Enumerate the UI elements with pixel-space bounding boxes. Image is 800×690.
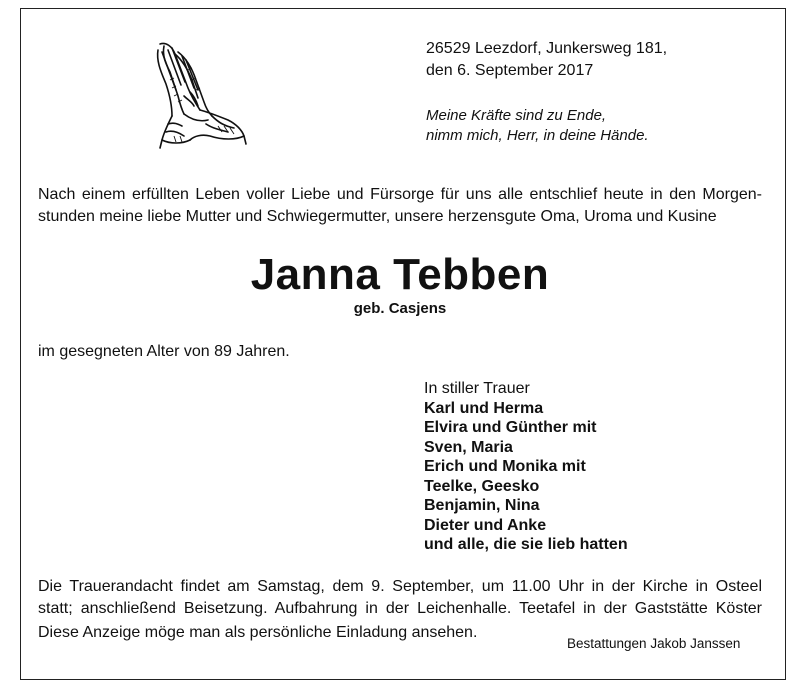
mourners-lead: In stiller Trauer [424,380,530,397]
intro-line: stunden meine liebe Mutter und Schwiegermutter, unsere herzensgute Oma, Uroma und Kusine [38,208,717,225]
mourner-entry: Teelke, Geesko [424,477,540,495]
mourner-entry: Benjamin, Nina [424,497,540,514]
service-info [38,576,762,620]
address-block [426,38,667,82]
mourner-entry: Dieter und Anke [424,516,547,534]
service-line: statt; anschließend Beisetzung. Aufbahrung in der Leichenhalle. Teetafel in der Gaststätte Köster [38,600,762,617]
birth-name: geb. Casjens [353,300,447,317]
mourner-entry: Karl und Herma [424,399,544,417]
verse [426,106,649,146]
mourner-entry: Sven, Maria [424,438,513,456]
mourners-list [424,379,628,555]
mourner-entry: und alle, die sie lieb hatten [424,536,628,553]
mourner-entry: Erich und Monika mit [424,458,586,475]
service-line: Die Trauerandacht findet am Samstag, dem 9. September, um 11.00 Uhr in der Kirche in Osteel [38,578,762,595]
intro-text [38,184,762,228]
deceased-name: Janna Tebben [250,250,550,299]
address-line: 26529 Leezdorf, Junkersweg 181, [426,40,668,57]
verse-line: nimm mich, Herr, in deine Hände. [426,127,649,144]
invitation-note: Diese Anzeige möge man als persönliche Einladung ansehen. [38,624,478,641]
praying-hands-icon [148,40,248,150]
mourner-entry: Elvira und Günther mit [424,419,597,436]
intro-line: Nach einem erfüllten Leben voller Liebe und Fürsorge für uns alle entschlief heute in den Morgen- [38,186,762,203]
undertaker-name: Bestattungen Jakob Janssen [567,636,741,651]
date-line: den 6. September 2017 [426,62,594,79]
age-text: im gesegneten Alter von 89 Jahren. [38,343,290,360]
verse-line: Meine Kräfte sind zu Ende, [426,107,607,124]
